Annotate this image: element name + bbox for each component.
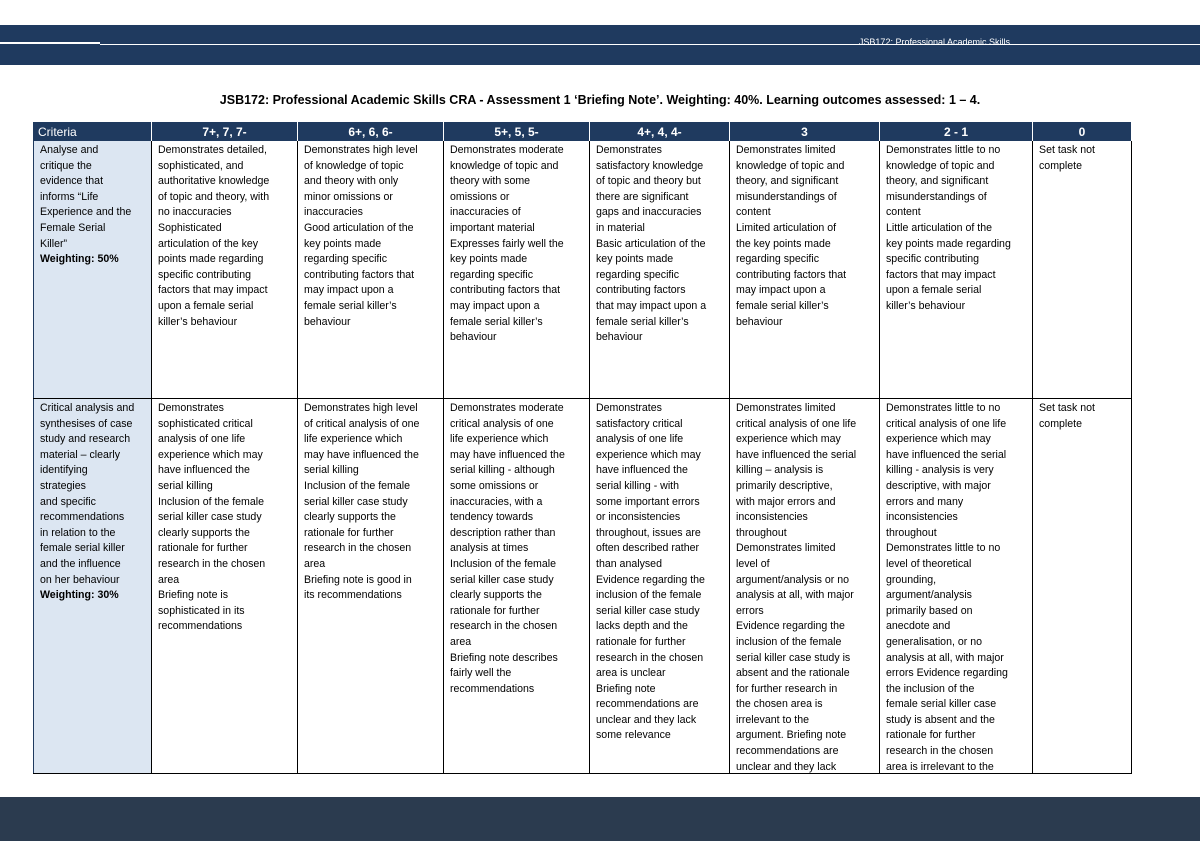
cell-line: Demonstrates high level xyxy=(304,144,418,156)
cell-line: Expresses fairly well the xyxy=(450,237,564,250)
cell-line: of topic and theory but xyxy=(596,175,701,188)
cell-line: regarding specific xyxy=(596,268,680,281)
column-header-grade-0: 0 xyxy=(1033,123,1132,142)
cell-line: Set task not xyxy=(1039,402,1095,414)
cell-line: misunderstandings of xyxy=(886,190,987,203)
rubric-cell xyxy=(590,141,730,399)
rubric-cell xyxy=(880,399,1033,774)
column-header-grade-7: 7+, 7, 7- xyxy=(152,123,298,142)
cell-line: serial killer case study xyxy=(596,604,700,617)
cell-line: Demonstrates moderate xyxy=(450,402,564,414)
cell-line: critical analysis of one life xyxy=(736,417,857,430)
cell-line: the key points made xyxy=(736,237,831,250)
cell-line: with major errors and xyxy=(736,495,836,508)
cell-line: behaviour xyxy=(450,331,497,344)
cell-line: identifying xyxy=(40,464,88,477)
cell-line: regarding specific xyxy=(736,253,820,266)
cell-line: inclusion of the female xyxy=(736,635,842,648)
cell-line: theory with some xyxy=(450,175,531,188)
cell-line: often described rather xyxy=(596,542,700,555)
rubric-cell xyxy=(590,399,730,774)
cell-line: have influenced the serial xyxy=(736,448,857,461)
cell-line: content xyxy=(886,206,921,219)
cell-line: there are significant xyxy=(596,190,689,203)
cell-line: and specific xyxy=(40,495,96,508)
cell-line: on her behaviour xyxy=(40,573,120,586)
cell-line: study is absent and the xyxy=(886,713,995,726)
cell-line: Sophisticated xyxy=(158,221,222,234)
cell-line: Analyse and xyxy=(40,144,99,156)
cell-line: may have influenced the xyxy=(450,448,565,461)
cell-line: material – clearly xyxy=(40,448,121,461)
cell-line: female serial killer’s xyxy=(596,315,689,328)
cell-line: Demonstrates little to no xyxy=(886,144,1001,156)
cell-line: behaviour xyxy=(736,315,783,328)
cell-line: of topic and theory, with xyxy=(158,190,270,203)
cell-line: rationale for further xyxy=(304,526,394,539)
cell-line: theory, and significant xyxy=(736,175,839,188)
cell-line: serial killer case study xyxy=(158,511,262,524)
header-band xyxy=(0,25,1200,65)
cell-line: its recommendations xyxy=(304,589,402,602)
cell-line: female serial killer’s xyxy=(304,299,397,312)
cell-line: serial killer case study xyxy=(450,573,554,586)
criteria-cell xyxy=(34,141,152,399)
cell-line: critique the xyxy=(40,159,92,172)
cell-line: that may impact upon a xyxy=(596,299,707,312)
rubric-cell xyxy=(880,141,1033,399)
cell-line: some important errors xyxy=(596,495,700,508)
cell-line: serial killing - although xyxy=(450,464,555,477)
cell-line: research in the chosen xyxy=(596,651,704,664)
column-header-grade-5: 5+, 5, 5- xyxy=(444,123,590,142)
weighting-label: Weighting: 50% xyxy=(40,253,119,266)
cell-line: upon a female serial xyxy=(886,284,982,297)
cell-line: theory, and significant xyxy=(886,175,989,188)
cell-line: omissions or xyxy=(450,190,510,203)
cell-line: sophisticated, and xyxy=(158,159,244,172)
cell-line: life experience which xyxy=(450,433,549,446)
rubric-cell xyxy=(298,399,444,774)
cell-line: killer’s behaviour xyxy=(886,299,966,312)
table-header-row xyxy=(34,123,1132,142)
cell-line: rationale for further xyxy=(886,729,976,742)
cell-line: serial killer case study is xyxy=(736,651,851,664)
cell-line: specific contributing xyxy=(158,268,252,281)
cell-line: Evidence regarding the xyxy=(736,620,845,633)
cell-line: argument. Briefing note xyxy=(736,729,847,742)
cell-line: female serial killer xyxy=(40,542,125,555)
cell-line: errors and many xyxy=(886,495,964,508)
cell-line: authoritative knowledge xyxy=(158,175,270,188)
cell-line: factors that may impact xyxy=(158,284,268,297)
cell-line: clearly supports the xyxy=(158,526,250,539)
column-header-grade-4: 4+, 4, 4- xyxy=(590,123,730,142)
cell-line: throughout xyxy=(736,526,787,539)
document-title: JSB172: Professional Academic Skills CRA - Assessment 1 ‘Briefing Note’. Weighting: 40%. Learning outcomes assessed: 1 – 4. xyxy=(219,93,981,107)
column-header-grade-3: 3 xyxy=(730,123,880,142)
cell-line: have influenced the xyxy=(158,464,250,477)
cell-line: have influenced the xyxy=(596,464,688,477)
column-header-grade-2-1: 2 - 1 xyxy=(880,123,1033,142)
cell-line: argument/analysis xyxy=(886,589,972,602)
cell-line: area is irrelevant to the xyxy=(886,760,994,773)
cell-line: recommendations are xyxy=(736,745,839,758)
cell-line: area is unclear xyxy=(596,667,666,680)
cell-line: Killer” xyxy=(40,237,68,250)
cell-line: inconsistencies xyxy=(736,511,808,524)
cell-line: rationale for further xyxy=(158,542,248,555)
cell-line: gaps and inaccuracies xyxy=(596,206,702,219)
cell-line: throughout xyxy=(886,526,937,539)
rubric-cell xyxy=(152,399,298,774)
cell-line: errors xyxy=(736,604,764,617)
cell-line: level of theoretical xyxy=(886,557,972,570)
cell-line: Inclusion of the female xyxy=(450,557,556,570)
cell-line: some relevance xyxy=(596,729,671,742)
cell-line: recommendations xyxy=(158,620,243,633)
cell-line: analysis at all, with major xyxy=(886,651,1004,664)
cell-line: female serial killer’s xyxy=(736,299,829,312)
cell-line: contributing factors that xyxy=(736,268,847,281)
column-header-grade-6: 6+, 6, 6- xyxy=(298,123,444,142)
cell-line: inaccuracies xyxy=(304,206,363,219)
header-rule-short xyxy=(0,42,100,44)
cell-line: analysis at all, with major xyxy=(736,589,854,602)
cell-line: area xyxy=(450,635,472,648)
cell-line: no inaccuracies xyxy=(158,206,232,219)
cell-line: clearly supports the xyxy=(450,589,542,602)
cell-line: killing - analysis is very xyxy=(886,464,994,477)
cell-line: description rather than xyxy=(450,526,556,539)
cell-line: knowledge of topic and xyxy=(886,159,995,172)
cell-line: anecdote and xyxy=(886,620,951,633)
cell-line: Demonstrates limited xyxy=(736,542,836,555)
cell-line: study and research xyxy=(40,433,131,446)
cell-line: minor omissions or xyxy=(304,190,393,203)
cell-line: satisfactory critical xyxy=(596,417,683,430)
cell-line: strategies xyxy=(40,479,86,492)
cell-line: serial killing - with xyxy=(596,479,680,492)
cell-line: Set task not xyxy=(1039,144,1095,156)
cell-line: contributing factors that xyxy=(450,284,561,297)
cell-line: grounding, xyxy=(886,573,937,586)
rubric-cell xyxy=(444,399,590,774)
cell-line: fairly well the xyxy=(450,667,512,680)
cell-line: of critical analysis of one xyxy=(304,417,420,430)
rubric-cell xyxy=(1033,399,1132,774)
cell-line: absent and the rationale xyxy=(736,667,850,680)
cell-line: analysis of one life xyxy=(596,433,684,446)
cell-line: sophisticated in its xyxy=(158,604,245,617)
cell-line: specific contributing xyxy=(886,253,980,266)
cell-line: important material xyxy=(450,221,535,234)
cell-line: evidence that xyxy=(40,175,104,188)
cell-line: throughout, issues are xyxy=(596,526,701,539)
table-row xyxy=(34,141,1132,399)
cell-line: Female Serial xyxy=(40,221,106,234)
cell-line: informs “Life xyxy=(40,190,99,203)
cell-line: experience which may xyxy=(886,433,991,446)
cell-line: in relation to the xyxy=(40,526,116,539)
cell-line: may impact upon a xyxy=(304,284,394,297)
cell-line: knowledge of topic and xyxy=(736,159,845,172)
cell-line: Briefing note describes xyxy=(450,651,558,664)
cell-line: for further research in xyxy=(736,682,838,695)
cell-line: Demonstrates xyxy=(158,402,224,414)
cell-line: content xyxy=(736,206,771,219)
cell-line: area xyxy=(158,573,180,586)
cell-line: behaviour xyxy=(304,315,351,328)
cell-line: unclear and they lack xyxy=(596,713,697,726)
cell-line: critical analysis of one life xyxy=(886,417,1007,430)
cell-line: rationale for further xyxy=(450,604,540,617)
cell-line: points made regarding xyxy=(158,253,264,266)
cell-line: clearly supports the xyxy=(304,511,396,524)
cell-line: inaccuracies of xyxy=(450,206,521,219)
cell-line: primarily based on xyxy=(886,604,973,617)
cell-line: knowledge of topic and xyxy=(450,159,559,172)
rubric-cell xyxy=(444,141,590,399)
cell-line: Demonstrates moderate xyxy=(450,144,564,156)
cell-line: female serial killer case xyxy=(886,698,997,711)
cell-line: complete xyxy=(1039,159,1082,172)
cell-line: serial killer case study xyxy=(304,495,408,508)
cell-line: complete xyxy=(1039,417,1082,430)
cell-line: and the influence xyxy=(40,557,121,570)
cell-line: the inclusion of the xyxy=(886,682,975,695)
cell-line: may impact upon a xyxy=(450,299,540,312)
cell-line: research in the chosen xyxy=(450,620,558,633)
cell-line: Briefing note xyxy=(596,682,656,695)
rubric-cell xyxy=(730,141,880,399)
cell-line: rationale for further xyxy=(596,635,686,648)
cell-line: articulation of the key xyxy=(158,237,259,250)
cell-line: Demonstrates high level xyxy=(304,402,418,414)
cell-line: critical analysis of one xyxy=(450,417,554,430)
cell-line: the chosen area is xyxy=(736,698,823,711)
cell-line: Critical analysis and xyxy=(40,402,135,414)
running-header: JSB172: Professional Academic Skills xyxy=(858,37,1010,47)
cell-line: Demonstrates limited xyxy=(736,402,836,414)
cell-line: killer’s behaviour xyxy=(158,315,238,328)
cell-line: life experience which xyxy=(304,433,403,446)
weighting-label: Weighting: 30% xyxy=(40,589,119,602)
cell-line: research in the chosen xyxy=(886,745,994,758)
cell-line: or inconsistencies xyxy=(596,511,681,524)
cell-line: Briefing note is good in xyxy=(304,573,412,586)
cell-line: have influenced the serial xyxy=(886,448,1007,461)
header-rule-long xyxy=(100,44,1200,45)
cell-line: Demonstrates limited xyxy=(736,144,836,156)
cell-line: in material xyxy=(596,221,645,234)
cell-line: misunderstandings of xyxy=(736,190,837,203)
cell-line: Basic articulation of the xyxy=(596,237,706,250)
cell-line: Demonstrates detailed, xyxy=(158,144,267,156)
cell-line: experience which may xyxy=(596,448,701,461)
cell-line: upon a female serial xyxy=(158,299,254,312)
cell-line: key points made xyxy=(450,253,528,266)
cell-line: inaccuracies, with a xyxy=(450,495,543,508)
cell-line: serial killing xyxy=(158,479,213,492)
cell-line: satisfactory knowledge xyxy=(596,159,704,172)
cell-line: factors that may impact xyxy=(886,268,996,281)
cell-line: Experience and the xyxy=(40,206,132,219)
cell-line: and theory with only xyxy=(304,175,399,188)
cell-line: inclusion of the female xyxy=(596,589,702,602)
cell-line: female serial killer’s xyxy=(450,315,543,328)
cell-line: primarily descriptive, xyxy=(736,479,833,492)
cell-line: tendency towards xyxy=(450,511,534,524)
cell-line: Little articulation of the xyxy=(886,221,992,234)
cell-line: Inclusion of the female xyxy=(158,495,264,508)
cell-line: Good articulation of the xyxy=(304,221,414,234)
cell-line: Demonstrates little to no xyxy=(886,542,1001,555)
cell-line: key points made xyxy=(596,253,674,266)
cell-line: generalisation, or no xyxy=(886,635,982,648)
rubric-table xyxy=(33,122,1132,774)
footer-band xyxy=(0,797,1200,841)
cell-line: experience which may xyxy=(736,433,841,446)
cell-line: area xyxy=(304,557,326,570)
criteria-cell xyxy=(34,399,152,774)
cell-line: contributing factors xyxy=(596,284,686,297)
cell-line: contributing factors that xyxy=(304,268,415,281)
cell-line: killing – analysis is xyxy=(736,464,824,477)
cell-line: recommendations xyxy=(450,682,535,695)
cell-line: regarding specific xyxy=(450,268,534,281)
cell-line: key points made regarding xyxy=(886,237,1011,250)
cell-line: behaviour xyxy=(596,331,643,344)
cell-line: than analysed xyxy=(596,557,662,570)
column-header-criteria: Criteria xyxy=(34,123,152,142)
cell-line: analysis of one life xyxy=(158,433,246,446)
cell-line: research in the chosen xyxy=(304,542,412,555)
cell-line: Briefing note is xyxy=(158,589,229,602)
cell-line: experience which may xyxy=(158,448,263,461)
cell-line: may have influenced the xyxy=(304,448,419,461)
cell-line: descriptive, with major xyxy=(886,479,991,492)
cell-line: may impact upon a xyxy=(736,284,826,297)
cell-line: Limited articulation of xyxy=(736,221,837,234)
rubric-cell xyxy=(298,141,444,399)
cell-line: inconsistencies xyxy=(886,511,958,524)
cell-line: irrelevant to the xyxy=(736,713,810,726)
cell-line: recommendations are xyxy=(596,698,699,711)
cell-line: Demonstrates xyxy=(596,402,662,414)
cell-line: of knowledge of topic xyxy=(304,159,404,172)
cell-line: serial killing xyxy=(304,464,359,477)
cell-line: regarding specific xyxy=(304,253,388,266)
rubric-cell xyxy=(1033,141,1132,399)
cell-line: argument/analysis or no xyxy=(736,573,850,586)
cell-line: synthesises of case xyxy=(40,417,133,430)
cell-line: key points made xyxy=(304,237,382,250)
rubric-cell xyxy=(152,141,298,399)
cell-line: Inclusion of the female xyxy=(304,479,410,492)
cell-line: some omissions or xyxy=(450,479,539,492)
cell-line: sophisticated critical xyxy=(158,417,253,430)
table-row xyxy=(34,399,1132,774)
cell-line: Demonstrates xyxy=(596,144,662,156)
cell-line: Evidence regarding the xyxy=(596,573,705,586)
cell-line: Demonstrates little to no xyxy=(886,402,1001,414)
cell-line: errors Evidence regarding xyxy=(886,667,1008,680)
cell-line: research in the chosen xyxy=(158,557,266,570)
cell-line: lacks depth and the xyxy=(596,620,688,633)
rubric-cell xyxy=(730,399,880,774)
cell-line: recommendations xyxy=(40,511,125,524)
cell-line: level of xyxy=(736,557,770,570)
cell-line: analysis at times xyxy=(450,542,529,555)
cell-line: unclear and they lack xyxy=(736,760,837,773)
